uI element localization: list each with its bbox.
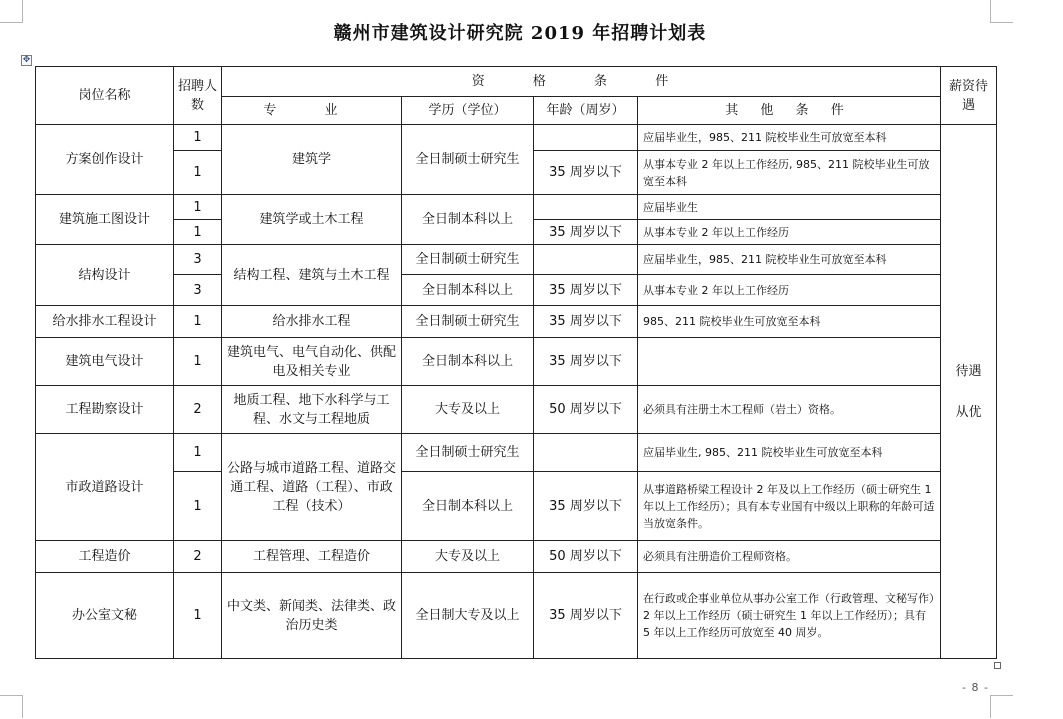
major-requirement: 中文类、新闻类、法律类、政治历史类 bbox=[222, 573, 402, 659]
other-requirement: 应届毕业生，985、211 院校毕业生可放宽至本科 bbox=[638, 245, 941, 275]
other-requirement: 应届毕业生，985、211 院校毕业生可放宽至本科 bbox=[638, 125, 941, 151]
header-age: 年龄（周岁） bbox=[534, 97, 638, 125]
hire-count: 2 bbox=[174, 386, 222, 434]
position-name: 建筑电气设计 bbox=[36, 338, 174, 386]
table-row bbox=[36, 573, 997, 659]
position-name: 市政道路设计 bbox=[36, 434, 174, 541]
age-requirement: 35 周岁以下 bbox=[534, 220, 638, 245]
hire-count: 1 bbox=[174, 573, 222, 659]
major-requirement: 公路与城市道路工程、道路交通工程、道路（工程）、市政工程（技术） bbox=[222, 434, 402, 541]
position-name: 方案创作设计 bbox=[36, 125, 174, 195]
position-name: 工程勘察设计 bbox=[36, 386, 174, 434]
age-requirement bbox=[534, 195, 638, 220]
education-requirement: 大专及以上 bbox=[402, 386, 534, 434]
table-row bbox=[36, 386, 997, 434]
age-requirement: 50 周岁以下 bbox=[534, 386, 638, 434]
hire-count: 1 bbox=[174, 306, 222, 338]
position-name: 结构设计 bbox=[36, 245, 174, 306]
major-requirement: 地质工程、地下水科学与工程、水文与工程地质 bbox=[222, 386, 402, 434]
age-requirement: 35 周岁以下 bbox=[534, 472, 638, 541]
age-requirement: 35 周岁以下 bbox=[534, 151, 638, 195]
education-requirement: 全日制硕士研究生 bbox=[402, 434, 534, 472]
major-requirement: 建筑学 bbox=[222, 125, 402, 195]
age-requirement: 50 周岁以下 bbox=[534, 541, 638, 573]
education-requirement: 全日制本科以上 bbox=[402, 338, 534, 386]
hire-count: 3 bbox=[174, 245, 222, 275]
hire-count: 1 bbox=[174, 125, 222, 151]
header-count: 招聘人数 bbox=[174, 67, 222, 125]
hire-count: 1 bbox=[174, 472, 222, 541]
position-name: 给水排水工程设计 bbox=[36, 306, 174, 338]
crop-mark-bottom-right bbox=[990, 695, 1013, 718]
table-row bbox=[36, 275, 997, 306]
education-requirement: 全日制硕士研究生 bbox=[402, 245, 534, 275]
hire-count: 1 bbox=[174, 434, 222, 472]
age-requirement: 35 周岁以下 bbox=[534, 338, 638, 386]
other-requirement: 应届毕业生, 985、211 院校毕业生可放宽至本科 bbox=[638, 434, 941, 472]
education-requirement: 大专及以上 bbox=[402, 541, 534, 573]
position-name: 办公室文秘 bbox=[36, 573, 174, 659]
header-position: 岗位名称 bbox=[36, 67, 174, 125]
table-row bbox=[36, 338, 997, 386]
hire-count: 1 bbox=[174, 151, 222, 195]
major-requirement: 结构工程、建筑与土木工程 bbox=[222, 245, 402, 306]
education-requirement: 全日制本科以上 bbox=[402, 275, 534, 306]
header-other: 其 他 条 件 bbox=[638, 97, 941, 125]
recruitment-table bbox=[35, 66, 997, 659]
age-requirement bbox=[534, 125, 638, 151]
other-requirement: 985、211 院校毕业生可放宽至本科 bbox=[638, 306, 941, 338]
age-requirement bbox=[534, 245, 638, 275]
table-row bbox=[36, 434, 997, 472]
hire-count: 1 bbox=[174, 220, 222, 245]
header-major: 专 业 bbox=[222, 97, 402, 125]
other-requirement: 必须具有注册土木工程师（岩土）资格。 bbox=[638, 386, 941, 434]
other-requirement: 从事道路桥梁工程设计 2 年及以上工作经历（硕士研究生 1 年以上工作经历）；具有本专业国有中级以上职称的年龄可适当放宽条件。 bbox=[638, 472, 941, 541]
table-row bbox=[36, 472, 997, 541]
other-requirement: 从事本专业 2 年以上工作经历, 985、211 院校毕业生可放宽至本科 bbox=[638, 151, 941, 195]
table-row bbox=[36, 306, 997, 338]
education-requirement: 全日制硕士研究生 bbox=[402, 306, 534, 338]
position-name: 工程造价 bbox=[36, 541, 174, 573]
major-requirement: 建筑电气、电气自动化、供配电及相关专业 bbox=[222, 338, 402, 386]
table-move-handle-icon[interactable]: ✥ bbox=[22, 55, 31, 65]
salary-line-1: 待遇 bbox=[955, 363, 982, 379]
education-requirement: 全日制大专及以上 bbox=[402, 573, 534, 659]
position-name: 建筑施工图设计 bbox=[36, 195, 174, 245]
table-row bbox=[36, 245, 997, 275]
salary-line-2: 从优 bbox=[955, 404, 982, 420]
other-requirement bbox=[638, 338, 941, 386]
major-requirement: 建筑学或土木工程 bbox=[222, 195, 402, 245]
page-number: - 8 - bbox=[962, 681, 989, 694]
age-requirement: 35 周岁以下 bbox=[534, 573, 638, 659]
page-title: 赣州市建筑设计研究院 2019 年招聘计划表 bbox=[333, 23, 707, 44]
age-requirement: 35 周岁以下 bbox=[534, 306, 638, 338]
education-requirement: 全日制硕士研究生 bbox=[402, 125, 534, 195]
hire-count: 2 bbox=[174, 541, 222, 573]
other-requirement: 必须具有注册造价工程师资格。 bbox=[638, 541, 941, 573]
crop-mark-bottom-left bbox=[0, 695, 23, 718]
hire-count: 3 bbox=[174, 275, 222, 306]
major-requirement: 给水排水工程 bbox=[222, 306, 402, 338]
hire-count: 1 bbox=[174, 338, 222, 386]
other-requirement: 从事本专业 2 年以上工作经历 bbox=[638, 275, 941, 306]
education-requirement: 全日制本科以上 bbox=[402, 195, 534, 245]
age-requirement bbox=[534, 434, 638, 472]
other-requirement: 从事本专业 2 年以上工作经历 bbox=[638, 220, 941, 245]
major-requirement: 工程管理、工程造价 bbox=[222, 541, 402, 573]
age-requirement: 35 周岁以下 bbox=[534, 275, 638, 306]
hire-count: 1 bbox=[174, 195, 222, 220]
header-qualifications: 资 格 条 件 bbox=[222, 67, 941, 97]
other-requirement: 在行政或企事业单位从事办公室工作（行政管理、文秘写作）2 年以上工作经历（硕士研究生 1 年以上工作经历）；具有 5 年以上工作经历可放宽至 40 周岁。 bbox=[638, 573, 941, 659]
other-requirement: 应届毕业生 bbox=[638, 195, 941, 220]
education-requirement: 全日制本科以上 bbox=[402, 472, 534, 541]
table-row bbox=[36, 541, 997, 573]
header-salary: 薪资待遇 bbox=[941, 67, 997, 125]
header-education: 学历（学位） bbox=[402, 97, 534, 125]
table-row bbox=[36, 195, 997, 220]
table-row bbox=[36, 125, 997, 151]
salary-cell bbox=[941, 125, 997, 659]
table-resize-handle-icon[interactable] bbox=[994, 662, 1001, 669]
